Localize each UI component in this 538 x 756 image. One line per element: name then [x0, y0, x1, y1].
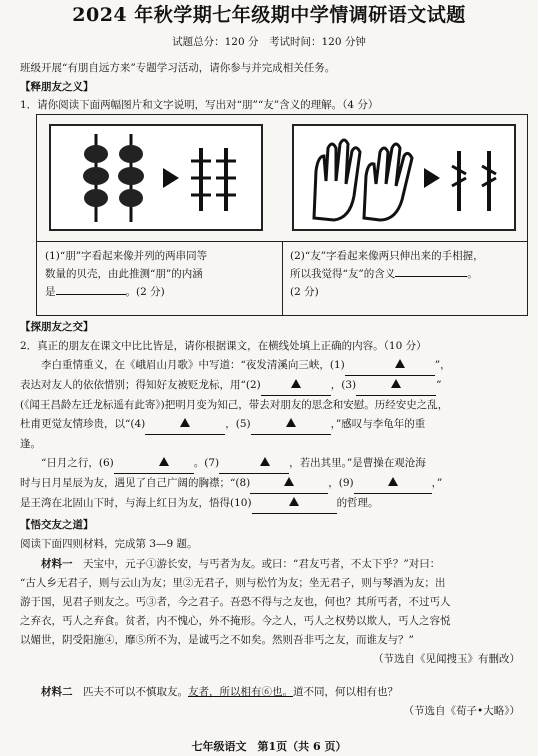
- peng-image: [49, 124, 263, 231]
- material-1-label: 材料一: [41, 558, 73, 570]
- material-1-source: （节选自《见闻搜玉》有删改）: [373, 653, 520, 665]
- material-1: [20, 555, 520, 669]
- peng-answer-blank[interactable]: [56, 294, 126, 295]
- question-1-panel: [36, 114, 528, 316]
- material-1-line3: 游于国，见君子则友之。丐③者，今之君子。吾恐不得与之友也，何也？其所丐者，不过丐人: [20, 596, 451, 608]
- q2-line6-text: “日月之行，(6): [41, 457, 114, 469]
- peng-caption-line3a: 是: [45, 286, 56, 298]
- blank-9[interactable]: [354, 474, 432, 494]
- section-3-lead: 阅读下面四则材料，完成第 3—9 题。: [20, 538, 198, 550]
- triangle-marker-icon: [286, 418, 296, 427]
- you-caption-box: [282, 241, 527, 315]
- exam-meta: 试题总分：120 分 考试时间：120 分钟: [172, 36, 366, 48]
- blank-3[interactable]: [356, 376, 436, 396]
- you-image: [292, 124, 516, 231]
- q2-line2-text: 表达对友人的依依惜别；得知好友被贬龙标，用“(2): [20, 379, 261, 391]
- section-heading-3: 【悟交友之道】: [20, 519, 94, 531]
- q2-line4-end: ，”感叹与李龟年的重: [330, 418, 426, 430]
- blank-10[interactable]: [252, 494, 337, 514]
- material-1-line2: “古人乡无君子，则与云山为友；里②无君子，则与松竹为友；坐无君子，则与琴酒为友；出: [20, 577, 446, 589]
- material-1-line1: 天宝中，元子①游长安，与丐者为友。或曰：“君友丐者，不太下乎？”对曰：: [83, 558, 441, 570]
- q2-line6-mid: 。(7): [193, 457, 220, 469]
- blank-5[interactable]: [251, 415, 331, 435]
- peng-caption-line2: 数量的贝壳，由此推测“朋”的内涵: [45, 268, 203, 280]
- peng-caption-line3b: 。(2 分): [125, 286, 165, 298]
- blank-6[interactable]: [114, 454, 194, 474]
- material-2: [20, 683, 520, 721]
- you-caption-line2a: 所以我觉得“友”的含义: [290, 268, 396, 280]
- q2-line1-text: 李白重情重义，在《峨眉山月歌》中写道：“夜发清溪向三峡，(1): [41, 359, 345, 371]
- page-footer: 七年级语文 第1页（共 6 页）: [191, 740, 347, 753]
- intro-text: 班级开展“有朋自远方来”专题学习活动，请你参与并完成相关任务。: [20, 62, 336, 74]
- shell-strings-icon: [51, 126, 261, 229]
- material-2-text-c: 道不同，何以相有也？: [293, 686, 398, 698]
- triangle-marker-icon: [391, 379, 401, 388]
- material-2-label: 材料二: [41, 686, 73, 698]
- blank-4[interactable]: [145, 415, 225, 435]
- q2-line4-mid: ，(5): [225, 418, 251, 430]
- section-heading-1: 【释朋友之义】: [20, 81, 94, 93]
- q2-line2-end: ”: [436, 379, 442, 391]
- triangle-marker-icon: [260, 457, 270, 466]
- q2-line4-text: 杜甫更觉友情珍贵，以“(4): [20, 418, 146, 430]
- question-2-body: [20, 356, 520, 514]
- q2-line2-mid: ，(3): [330, 379, 357, 391]
- question-1: 1．请你阅读下面两幅图片和文字说明，写出对“朋”“友”含义的理解。（4 分）: [20, 99, 379, 111]
- section-heading-2: 【探朋友之交】: [20, 321, 94, 333]
- clasped-hands-icon: [294, 126, 514, 229]
- you-answer-blank[interactable]: [395, 276, 467, 277]
- page-title: 2024 年秋学期七年级期中学情调研语文试题: [72, 4, 466, 26]
- material-2-text-a: 匹夫不可以不慎取友。: [83, 686, 188, 698]
- triangle-marker-icon: [180, 418, 190, 427]
- material-1-line4: 之弃衣，丐人之弃食。贫者，内不愧心，外不掩形。今之人，丐人之权势以欺人，丐人之容悦: [20, 615, 451, 627]
- you-caption-line1: (2)“友”字看起来像两只伸出来的手相握，: [290, 250, 484, 262]
- blank-7[interactable]: [219, 454, 289, 474]
- peng-caption-box: [37, 241, 283, 315]
- blank-8[interactable]: [250, 474, 328, 494]
- q2-line7-mid: ，(9): [328, 477, 354, 489]
- q2-line8-end: 的哲理。: [336, 497, 379, 509]
- you-caption-line2b: 。: [467, 268, 478, 280]
- material-2-text-underlined: 友者，所以相有⑥也。: [188, 686, 293, 698]
- triangle-marker-icon: [291, 379, 301, 388]
- q2-line5-text: 逢。: [20, 438, 41, 450]
- material-2-source: （节选自《荀子•大略》）: [403, 705, 520, 717]
- q2-line7-end: ，”: [431, 477, 443, 489]
- q2-line7-text: 时与日月星辰为友，遇见了自己广阔的胸襟；“(8): [20, 477, 251, 489]
- blank-2[interactable]: [261, 376, 331, 396]
- triangle-marker-icon: [395, 359, 405, 368]
- q2-line8-text: 是王湾在北固山下时，与海上红日为友，悟得(10): [20, 497, 252, 509]
- triangle-marker-icon: [388, 477, 398, 486]
- q2-line3-text: (《闻王昌龄左迁龙标遥有此寄》)把明月变为知己，带去对朋友的思念和安慰。历经安史之乱，: [20, 399, 449, 411]
- q2-line6-end: ，若出其里。”是曹操在观沧海: [289, 457, 426, 469]
- blank-1[interactable]: [345, 356, 435, 376]
- material-1-line5: 以媚世，阴受阳施④，靡⑤所不为，是诚丐之不如矣。然则吾非丐之友，而谁友与？”: [20, 634, 414, 646]
- peng-caption-line1: (1)“朋”字看起来像并列的两串同等: [45, 250, 208, 262]
- q2-line1-end: ”，: [434, 359, 451, 371]
- triangle-marker-icon: [289, 497, 299, 506]
- you-caption-line3: (2 分): [290, 286, 319, 298]
- triangle-marker-icon: [159, 457, 169, 466]
- question-2: 2．真正的朋友在课文中比比皆是，请你根据课文，在横线处填上正确的内容。（10 分）: [20, 340, 427, 352]
- triangle-marker-icon: [284, 477, 294, 486]
